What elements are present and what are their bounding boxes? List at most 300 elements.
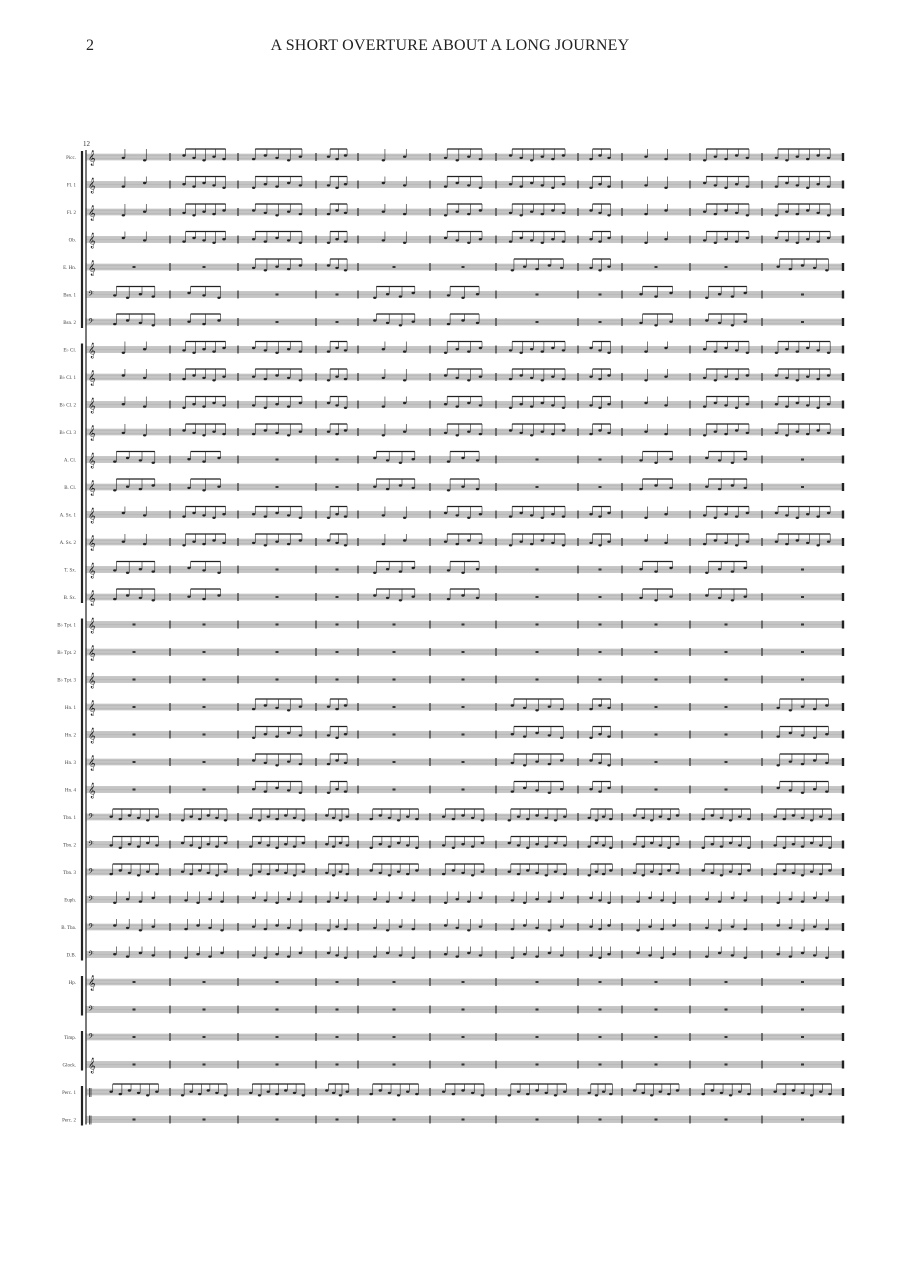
note <box>819 873 822 875</box>
note <box>252 267 255 269</box>
note <box>479 347 482 349</box>
note <box>406 816 409 818</box>
note <box>664 433 667 435</box>
note <box>224 1094 227 1096</box>
note <box>479 433 482 435</box>
note <box>415 847 418 849</box>
note <box>128 872 131 874</box>
note <box>801 734 804 736</box>
note <box>202 348 205 350</box>
note <box>461 319 464 321</box>
note <box>406 844 409 846</box>
note <box>607 953 610 955</box>
note <box>535 955 538 957</box>
note <box>202 323 205 325</box>
note <box>789 732 792 734</box>
instrument-label: A. Sx. 1 <box>59 513 76 519</box>
note <box>509 544 512 546</box>
note <box>806 238 809 240</box>
note <box>746 352 749 354</box>
staff <box>67 204 843 221</box>
note <box>607 924 610 926</box>
rest <box>203 789 206 791</box>
note <box>456 543 459 545</box>
note <box>773 844 776 846</box>
note <box>299 402 302 404</box>
note <box>598 899 601 901</box>
note <box>415 818 418 820</box>
note <box>222 513 225 515</box>
note <box>126 572 129 574</box>
rest <box>462 1064 465 1066</box>
note <box>202 489 205 491</box>
note <box>517 1091 520 1093</box>
note <box>249 874 252 876</box>
note <box>258 1094 261 1096</box>
rest <box>801 1009 804 1011</box>
rest <box>133 679 136 681</box>
note <box>399 599 402 601</box>
note <box>703 348 706 350</box>
note <box>560 954 563 956</box>
note <box>816 154 819 156</box>
note <box>746 214 749 216</box>
note <box>519 432 522 434</box>
note <box>335 788 338 790</box>
note <box>644 350 647 352</box>
note <box>456 182 459 184</box>
note <box>444 374 447 376</box>
note <box>813 926 816 928</box>
rest <box>276 1009 279 1011</box>
note <box>275 953 278 955</box>
note <box>785 182 788 184</box>
note <box>275 512 278 514</box>
note <box>731 324 734 326</box>
instrument-label: A. Sx. 2 <box>59 541 76 546</box>
rest <box>133 1119 136 1121</box>
note <box>659 844 662 846</box>
note <box>196 902 199 904</box>
note <box>373 457 376 459</box>
note <box>792 872 795 874</box>
rest <box>599 679 602 681</box>
note <box>545 1092 548 1094</box>
note <box>664 513 667 515</box>
rest <box>336 596 339 598</box>
note <box>220 900 223 902</box>
note <box>476 597 479 599</box>
rest <box>203 651 206 653</box>
note <box>412 957 415 959</box>
note <box>801 952 804 954</box>
note <box>825 790 828 792</box>
note <box>442 1091 445 1093</box>
note <box>545 817 548 819</box>
note <box>369 1093 372 1095</box>
rest <box>336 624 339 626</box>
note <box>746 403 749 405</box>
rest <box>133 981 136 983</box>
note <box>212 539 215 541</box>
note <box>724 187 727 189</box>
note <box>541 184 544 186</box>
clef-icon: 𝄞 <box>88 536 96 551</box>
rest <box>203 266 206 268</box>
note <box>509 183 512 185</box>
note <box>275 924 278 926</box>
note <box>607 185 610 187</box>
note <box>192 157 195 159</box>
note <box>801 264 804 266</box>
note <box>119 847 122 849</box>
note <box>452 1093 455 1095</box>
note <box>589 954 592 956</box>
note <box>399 295 402 297</box>
note <box>827 374 830 376</box>
note <box>264 733 267 735</box>
note <box>386 459 389 461</box>
note <box>264 154 267 156</box>
note <box>382 159 385 161</box>
note <box>152 570 155 572</box>
note <box>187 292 190 294</box>
note <box>287 268 290 270</box>
note <box>551 187 554 189</box>
note <box>192 214 195 216</box>
note <box>720 874 723 876</box>
note <box>275 432 278 434</box>
note <box>792 1089 795 1091</box>
note <box>275 266 278 268</box>
note <box>113 460 116 462</box>
note <box>382 434 385 436</box>
note <box>607 707 610 709</box>
note <box>816 515 819 517</box>
note <box>182 183 185 185</box>
note <box>252 347 255 349</box>
note <box>399 897 402 899</box>
rest <box>133 1036 136 1038</box>
note <box>327 379 330 381</box>
note <box>785 434 788 436</box>
note <box>724 542 727 544</box>
rest <box>725 981 728 983</box>
page-number: 2 <box>86 37 94 54</box>
note <box>785 239 788 241</box>
note <box>456 514 459 516</box>
note <box>479 954 482 956</box>
rest <box>655 761 658 763</box>
note <box>775 214 778 216</box>
note <box>530 377 533 379</box>
note <box>519 157 522 159</box>
note <box>703 211 706 213</box>
note <box>224 819 227 821</box>
note <box>202 405 205 407</box>
note <box>589 737 592 739</box>
note <box>796 213 799 215</box>
instrument-label: Euph. <box>64 898 76 904</box>
note <box>825 957 828 959</box>
note <box>718 293 721 295</box>
note <box>373 927 376 929</box>
note <box>335 926 338 928</box>
note <box>335 267 338 269</box>
rest <box>655 1036 658 1038</box>
rest <box>536 651 539 653</box>
note <box>252 897 255 899</box>
note <box>442 873 445 875</box>
note <box>560 759 563 761</box>
note <box>735 183 738 185</box>
note <box>589 238 592 240</box>
note <box>382 543 385 545</box>
note <box>545 874 548 876</box>
note <box>212 156 215 158</box>
note <box>220 929 223 931</box>
note <box>724 513 727 515</box>
note <box>287 761 290 763</box>
note <box>602 1091 605 1093</box>
note <box>403 156 406 158</box>
note <box>589 158 592 160</box>
note <box>827 403 830 405</box>
note <box>252 433 255 435</box>
staff <box>64 452 843 469</box>
clef-icon: 𝄞 <box>88 206 96 221</box>
note <box>382 377 385 379</box>
note <box>720 1092 723 1094</box>
note <box>192 374 195 376</box>
note <box>731 295 734 297</box>
note <box>444 924 447 926</box>
note <box>511 899 514 901</box>
note <box>258 871 261 873</box>
rest <box>276 459 279 461</box>
clef-icon: 𝄞 <box>88 178 96 194</box>
note <box>139 900 142 902</box>
note <box>783 869 786 871</box>
rest <box>462 1009 465 1011</box>
note <box>813 708 816 710</box>
clef-icon: 𝄢 <box>88 318 94 328</box>
note <box>339 871 342 873</box>
note <box>217 486 220 488</box>
rest <box>599 1119 602 1121</box>
rest <box>276 569 279 571</box>
note <box>810 871 813 873</box>
note <box>456 211 459 213</box>
note <box>143 377 146 379</box>
note <box>252 238 255 240</box>
note <box>654 570 657 572</box>
rest <box>276 486 279 488</box>
rest <box>536 624 539 626</box>
note <box>346 1091 349 1093</box>
clef-icon: 𝄞 <box>88 563 96 579</box>
note <box>222 433 225 435</box>
rest <box>725 1064 728 1066</box>
note <box>664 187 667 189</box>
note <box>182 240 185 242</box>
clef-icon: 𝄞 <box>88 453 96 469</box>
note <box>676 872 679 874</box>
note <box>339 819 342 821</box>
note <box>109 873 112 875</box>
instrument-label: Hn. 1 <box>64 706 76 711</box>
note <box>113 294 116 296</box>
rest <box>655 1064 658 1066</box>
note <box>327 402 330 404</box>
note <box>327 929 330 931</box>
note <box>344 544 347 546</box>
note <box>548 929 551 931</box>
note <box>703 182 706 184</box>
note <box>403 213 406 215</box>
note <box>187 321 190 323</box>
rest <box>336 459 339 461</box>
note <box>747 818 750 820</box>
rest <box>599 321 602 323</box>
note <box>252 209 255 211</box>
note <box>202 543 205 545</box>
note <box>299 929 302 931</box>
note <box>535 843 538 845</box>
note <box>327 900 330 902</box>
note <box>801 763 804 765</box>
note <box>526 847 529 849</box>
note <box>714 350 717 352</box>
note <box>718 322 721 324</box>
rest <box>536 1036 539 1038</box>
note <box>562 378 565 380</box>
note <box>143 405 146 407</box>
rest <box>725 1119 728 1121</box>
note <box>119 869 122 871</box>
note <box>139 568 142 570</box>
note <box>746 157 749 159</box>
note <box>139 952 142 954</box>
note <box>335 433 338 435</box>
note <box>335 376 338 378</box>
note <box>412 899 415 901</box>
note <box>598 240 601 242</box>
note <box>523 902 526 904</box>
rest <box>599 294 602 296</box>
note <box>207 872 210 874</box>
note <box>122 541 125 543</box>
note <box>212 431 215 433</box>
note <box>654 484 657 486</box>
staff <box>69 232 843 249</box>
note <box>735 544 738 546</box>
note <box>744 957 747 959</box>
note <box>816 240 819 242</box>
note <box>181 819 184 821</box>
note <box>789 789 792 791</box>
note <box>346 816 349 818</box>
note <box>541 402 544 404</box>
note <box>519 403 522 405</box>
note <box>701 869 704 871</box>
instrument-label: Picc. <box>66 156 76 161</box>
note <box>535 268 538 270</box>
note <box>654 599 657 601</box>
rest <box>276 321 279 323</box>
staff <box>59 369 843 386</box>
note <box>705 594 708 596</box>
note <box>598 349 601 351</box>
rest <box>801 981 804 983</box>
note <box>827 352 830 354</box>
note <box>806 376 809 378</box>
clef-icon: 𝄞 <box>88 646 96 661</box>
note <box>813 897 816 899</box>
note <box>456 377 459 379</box>
note <box>731 599 734 601</box>
note <box>735 378 738 380</box>
note <box>789 761 792 763</box>
note <box>479 542 482 544</box>
note <box>146 871 149 873</box>
rest <box>801 1119 804 1121</box>
note <box>825 704 828 706</box>
note <box>669 487 672 489</box>
staff <box>64 562 843 579</box>
rest <box>276 679 279 681</box>
note <box>369 847 372 849</box>
note <box>598 183 601 185</box>
note <box>816 183 819 185</box>
note <box>806 542 809 544</box>
note <box>509 212 512 214</box>
rest <box>725 624 728 626</box>
note <box>264 269 267 271</box>
note <box>517 873 520 875</box>
note <box>122 352 125 354</box>
note <box>184 928 187 930</box>
note <box>325 814 328 816</box>
rest <box>655 706 658 708</box>
note <box>182 515 185 517</box>
note <box>509 429 512 431</box>
rest <box>536 679 539 681</box>
rest <box>203 1064 206 1066</box>
note <box>335 347 338 349</box>
note <box>403 539 406 541</box>
note <box>731 954 734 956</box>
instrument-label: E♭ Cl. <box>63 348 76 354</box>
note <box>447 323 450 325</box>
note <box>344 957 347 959</box>
instrument-label: Hn. 2 <box>64 733 76 739</box>
note <box>526 1093 529 1095</box>
clef-icon: 𝄞 <box>88 701 96 716</box>
note <box>530 434 533 436</box>
note <box>664 542 667 544</box>
note <box>519 352 522 354</box>
note <box>776 953 779 955</box>
note <box>299 706 302 708</box>
note <box>806 513 809 515</box>
note <box>456 405 459 407</box>
rest <box>801 596 804 598</box>
note <box>264 515 267 517</box>
note <box>479 238 482 240</box>
rest <box>276 981 279 983</box>
note <box>703 239 706 241</box>
